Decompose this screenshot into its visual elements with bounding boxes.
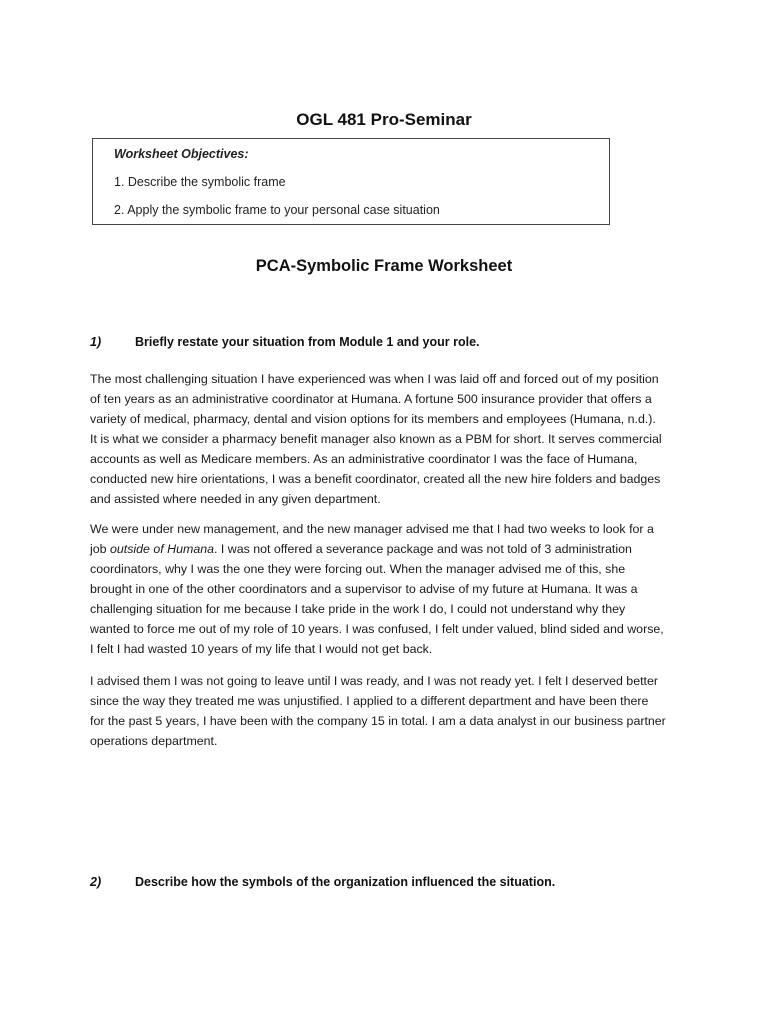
question-number: 2): [90, 875, 102, 889]
paragraph-line: coordinators, why I was the one they were forcing out. When the manager advised me of this, she: [90, 562, 626, 576]
line-text: . I was not offered a severance package and was not told of 3 administration: [214, 542, 632, 556]
paragraph-line: of ten years as an administrative coordinator at Humana. A fortune 500 insurance provider that offers a: [90, 392, 652, 406]
paragraph-line: variety of medical, pharmacy, dental and vision options for its members and employees (Humana, n.d.).: [90, 412, 656, 426]
paragraph-line: accounts as well as Medicare members. As an administrative coordinator I was the face of Humana,: [90, 452, 638, 466]
objectives-heading: Worksheet Objectives:: [114, 147, 249, 161]
question-text: Briefly restate your situation from Module 1 and your role.: [135, 335, 480, 349]
italic-phrase: outside of Humana: [109, 542, 214, 556]
paragraph-line: brought in one of the other coordinators and a supervisor to advise of my future at Humana. It was a: [90, 582, 638, 596]
paragraph-line: The most challenging situation I have experienced was when I was laid off and forced out of my position: [90, 372, 659, 386]
document-title: OGL 481 Pro-Seminar: [296, 110, 472, 129]
paragraph-line: challenging situation for me because I take pride in the work I do, I could not understand why they: [90, 602, 626, 616]
answer-paragraph-3: [90, 671, 682, 751]
question-number: 1): [90, 335, 102, 349]
paragraph-line: I advised them I was not going to leave until I was ready, and I was not ready yet. I felt I deserved better: [90, 674, 658, 688]
paragraph-line: [90, 539, 682, 559]
question-text: Describe how the symbols of the organization influenced the situation.: [135, 875, 556, 889]
paragraph-line: and assisted where needed in any given department.: [90, 492, 381, 506]
worksheet-title: PCA-Symbolic Frame Worksheet: [255, 257, 513, 275]
objective-item: 2. Apply the symbolic frame to your personal case situation: [114, 203, 440, 217]
paragraph-line: wanted to force me out of my role of 10 years. I was confused, I felt under valued, blind sided and worse,: [90, 622, 664, 636]
paragraph-line: operations department.: [90, 734, 218, 748]
line-text: job: [90, 542, 110, 556]
objective-item: 1. Describe the symbolic frame: [114, 175, 286, 189]
answer-paragraph-2: [90, 519, 682, 659]
paragraph-line: It is what we consider a pharmacy benefit manager also known as a PBM for short. It serves commercial: [90, 432, 662, 446]
paragraph-line: since the way they treated me was unjustified. I applied to a different department and have been there: [90, 694, 649, 708]
paragraph-line: conducted new hire orientations, I was a benefit coordinator, created all the new hire folders and badges: [90, 472, 661, 486]
paragraph-line: for the past 5 years, I have been with the company 15 in total. I am a data analyst in our business partner: [90, 714, 666, 728]
objectives-box: [92, 138, 610, 225]
paragraph-line: I felt I had wasted 10 years of my life that I would not get back.: [90, 642, 433, 656]
paragraph-line: We were under new management, and the new manager advised me that I had two weeks to look for a: [90, 522, 654, 536]
answer-paragraph-1: [90, 369, 682, 509]
